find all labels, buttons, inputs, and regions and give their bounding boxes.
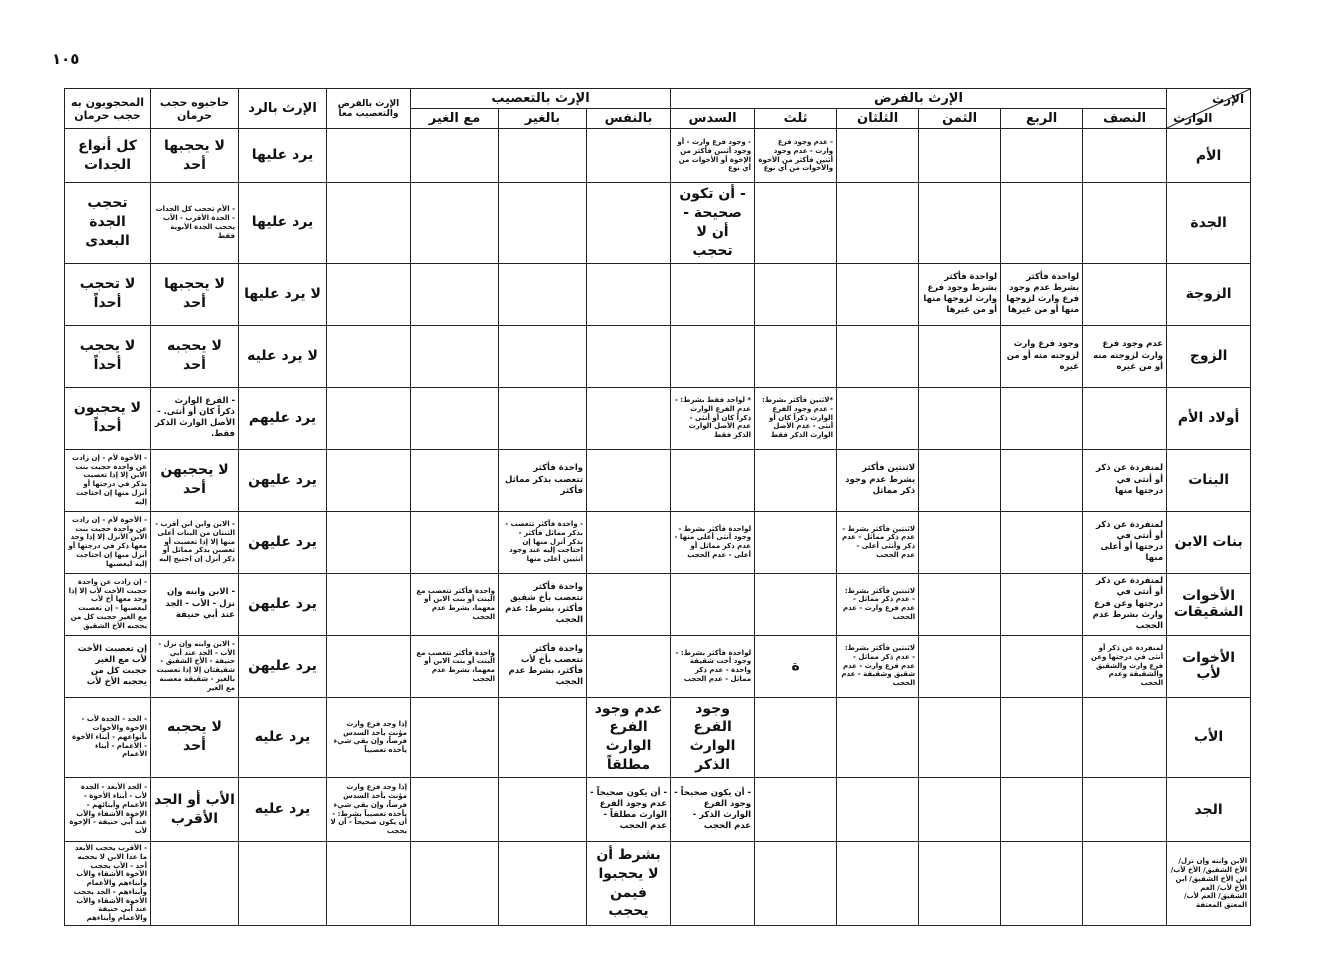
cell-hajib: لا يحجبهن أحد <box>151 449 239 511</box>
table-row <box>65 183 1251 264</box>
cell-hajib: لا يحجبها أحد <box>151 263 239 325</box>
cell-mahjub: لا يحجبون أحداً <box>65 387 151 449</box>
cell-rub <box>1001 129 1083 183</box>
cell-mahjub: - الأخوة لأم - إن زادت عن واحدة حجبت بنت الابن إلا إذا تعصبت بذكر في درجتها أو أنزل منها إن احتاجت إليه <box>65 449 151 511</box>
cell-maa <box>411 511 499 573</box>
cell-sudus: - أن يكون صحيحاً - وجود الفرع الوارث الذكر - عدم الحجب <box>671 778 755 842</box>
cell-sudus <box>671 325 755 387</box>
cell-thuluth <box>755 449 837 511</box>
table-row <box>65 635 1251 697</box>
cell-hajib: - الابن وابنه وإن نزل - الأب - الجد عند أبي حنيفة <box>151 573 239 635</box>
cell-thuluthan <box>837 697 919 778</box>
cell-mahjub: لا تحجب أحداً <box>65 263 151 325</box>
cell-sudus: - وجود فرع وارث - أو وجود أثنين فأكثر من الإخوة أو الأخوات من أي نوع <box>671 129 755 183</box>
cell-thuluth <box>755 573 837 635</box>
cell-ghayr <box>499 778 587 842</box>
cell-nafs: عدم وجود الفرع الوارث مطلقاً <box>587 697 671 778</box>
heir-cell: الجد <box>1167 778 1251 842</box>
cell-maa: واحدة فأكثر تتعصب مع البنت أو بنت الابن أو معهما، بشرط عدم الحجب <box>411 573 499 635</box>
cell-nisf <box>1083 129 1167 183</box>
cell-hajib: - الأم تحجب كل الجدات - الجدة الأقرب - الأب يحجب الجدة الأبوية فقط <box>151 183 239 264</box>
cell-both <box>327 129 411 183</box>
fard-tasib-header: الإرث بالفرض والتعصيب معاً <box>327 89 411 129</box>
cell-radd <box>239 842 327 926</box>
cell-sudus: لواحدة فأكثر بشرط - وجود أنثى أعلى منها - عدم ذكر مماثل أو أعلى - عدم الحجب <box>671 511 755 573</box>
cell-sudus: - أن تكون صحيحة - أن لا تحجب <box>671 183 755 264</box>
cell-hajib: - الابن وابنه وإن نزل - الأب - الجد عند أبي حنيفة - الأخ الشقيق - شقيقتان إلا إذا تعصبت بالغير - شقيقة معصبة مع الغير <box>151 635 239 697</box>
cell-both <box>327 263 411 325</box>
cell-rub <box>1001 842 1083 926</box>
corner-header <box>1167 89 1251 129</box>
cell-radd: يرد عليه <box>239 778 327 842</box>
cell-nisf: لمنفردة عن ذكر أو أنثى في درجتها منها <box>1083 449 1167 511</box>
cell-radd: يرد عليهن <box>239 449 327 511</box>
cell-thuluthan <box>837 325 919 387</box>
cell-hajib: - الابن وابن ابن أقرب - الثنتان من البنات أعلى منها إلا إذا تعصبت أو تعصبن بذكر مماثل أو ذكر أنزل إن احتيج إليه <box>151 511 239 573</box>
cell-mahjub: - إن زادت عن واحدة حجبت الأخت لأب إلا إذا وجد معها أخ لأب ليعصبها - إن تعصبت مع الغير حجبت كل من يحجبه الأخ الشقيق <box>65 573 151 635</box>
radd-header: الإرث بالرد <box>239 89 327 129</box>
heir-cell: الابن وابنه وإن نزل/ الأخ الشقيق/ الأخ لأب/ ابن الأخ الشقيق/ ابن الأخ لأب/ العم الشقيق/ العم لأب/ المعتق المعتقة <box>1167 842 1251 926</box>
cell-sudus: وجود الفرع الوارث الذكر <box>671 697 755 778</box>
cell-maa <box>411 129 499 183</box>
cell-ghayr <box>499 697 587 778</box>
cell-ghayr: - واحدة فأكثر تتعصب - بذكر مماثل فأكثر - بذكر أنزل منها إن احتاجت إليه عند وجود أنثيين أعلى منها <box>499 511 587 573</box>
tasib-group-header: الإرث بالتعصيب <box>411 89 671 109</box>
cell-ghayr: واحدة فأكثر تتعصب بذكر مماثل فأكثر <box>499 449 587 511</box>
cell-radd: يرد عليهن <box>239 511 327 573</box>
corner-top-label: الإرث <box>1212 92 1245 106</box>
heir-cell: الأم <box>1167 129 1251 183</box>
cell-thuluth <box>755 842 837 926</box>
heir-cell: أولاد الأم <box>1167 387 1251 449</box>
cell-nafs <box>587 183 671 264</box>
cell-thuluthan <box>837 183 919 264</box>
cell-hajib: لا يحجبه أحد <box>151 325 239 387</box>
cell-nisf: عدم وجود فرع وارث لزوجته منه أو من غيره <box>1083 325 1167 387</box>
cell-thumn: لواحدة فأكثر بشرط وجود فرع وارث لزوجها منها أو من غيرها <box>919 263 1001 325</box>
cell-both <box>327 842 411 926</box>
corner-bottom-label: الوارث <box>1173 111 1213 125</box>
cell-ghayr <box>499 387 587 449</box>
cell-maa: واحدة فأكثر تتعصب مع البنت أو بنت الابن أو معهما، بشرط عدم الحجب <box>411 635 499 697</box>
cell-mahjub: إن تعصبت الأخت لأب مع الغير حجبت كل من يحجبه الأخ لأب <box>65 635 151 697</box>
cell-thumn <box>919 573 1001 635</box>
col-thuluthan: الثلثان <box>837 109 919 129</box>
cell-thuluthan <box>837 842 919 926</box>
cell-mahjub: - الأخوة لأم - إن زادت عن واحدة حجبت بنت الابن الأنزل إلا إذا وجد معها ذكر في درجتها أو أنزل منها إن احتاجت إليه ليعصبها <box>65 511 151 573</box>
table-row <box>65 263 1251 325</box>
cell-nafs <box>587 325 671 387</box>
cell-thuluth <box>755 778 837 842</box>
cell-radd: يرد عليهن <box>239 573 327 635</box>
cell-thumn <box>919 778 1001 842</box>
cell-ghayr <box>499 129 587 183</box>
hajib-header: حاجبوه حجب حرمان <box>151 89 239 129</box>
cell-ghayr <box>499 183 587 264</box>
fard-group-header: الإرث بالفرض <box>671 89 1167 109</box>
heir-cell: الأخوات الشقيقات <box>1167 573 1251 635</box>
cell-mahjub: - الجد - الجدة لأب - الإخوة والأخوات بأنواعهم - أبناء الأخوة - الأعمام - أبناء الأعمام <box>65 697 151 778</box>
cell-radd: لا يرد عليها <box>239 263 327 325</box>
cell-both <box>327 387 411 449</box>
cell-thuluthan <box>837 129 919 183</box>
table-row <box>65 842 1251 926</box>
cell-sudus: * لواحد فقط بشرط: - عدم الفرع الوارث ذكراً كان أو أنثى - عدم الأصل الوارث الذكر فقط <box>671 387 755 449</box>
cell-maa <box>411 325 499 387</box>
cell-nisf: لمنفردة عن ذكر أو أنثى في درجتها وعن فرع وارث بشرط عدم الحجب <box>1083 573 1167 635</box>
cell-radd: يرد عليه <box>239 697 327 778</box>
inheritance-table <box>64 88 1251 926</box>
cell-rub <box>1001 635 1083 697</box>
cell-ghayr: واحدة فأكثر تتعصب بأخ لأب فأكثر، بشرط عدم الحجب <box>499 635 587 697</box>
col-rub: الربع <box>1001 109 1083 129</box>
cell-radd: يرد عليها <box>239 129 327 183</box>
cell-radd: لا يرد عليه <box>239 325 327 387</box>
cell-nafs <box>587 511 671 573</box>
cell-maa <box>411 697 499 778</box>
cell-thuluthan: لاثنتين فأكثر بشرط: - عدم ذكر مماثل - عدم فرع وارث - عدم الحجب <box>837 573 919 635</box>
cell-sudus: لواحدة فأكثر بشرط: - وجود أخت شقيقة واحدة - عدم ذكر مماثل - عدم الحجب <box>671 635 755 697</box>
cell-rub <box>1001 183 1083 264</box>
cell-radd: يرد عليهن <box>239 635 327 697</box>
cell-thumn <box>919 697 1001 778</box>
cell-mahjub: تحجب الجدة البعدى <box>65 183 151 264</box>
cell-thuluthan: لاثنتين فأكثر بشرط عدم وجود ذكر مماثل <box>837 449 919 511</box>
cell-ghayr: واحدة فأكثر تتعصب بأخ شقيق فأكثر، بشرط: عدم الحجب <box>499 573 587 635</box>
cell-thuluth <box>755 183 837 264</box>
cell-both <box>327 635 411 697</box>
cell-both <box>327 573 411 635</box>
table-row <box>65 573 1251 635</box>
cell-rub <box>1001 511 1083 573</box>
cell-mahjub: كل أنواع الجدات <box>65 129 151 183</box>
table-row <box>65 325 1251 387</box>
cell-nisf: لمنفردة عن ذكر أو أنثى في درجتها وعن فرع وارث والشقيق والشقيقة وعدم الحجب <box>1083 635 1167 697</box>
cell-thuluthan: لاثنتين فأكثر بشرط: - عدم ذكر مماثل - عدم فرع وارث - عدم شقيق وشقيقة - عدم الحجب <box>837 635 919 697</box>
cell-thuluth: - عدم وجود فرع وارث - عدم وجود أثنين فأكثر من الأخوة والأخوات من أي نوع <box>755 129 837 183</box>
table-row <box>65 511 1251 573</box>
heir-cell: الزوجة <box>1167 263 1251 325</box>
cell-ghayr <box>499 842 587 926</box>
table-row <box>65 129 1251 183</box>
heir-cell: البنات <box>1167 449 1251 511</box>
cell-maa <box>411 449 499 511</box>
cell-nafs <box>587 387 671 449</box>
cell-hajib: الأب أو الجد الأقرب <box>151 778 239 842</box>
cell-maa <box>411 263 499 325</box>
cell-sudus <box>671 263 755 325</box>
cell-nafs: - أن يكون صحيحاً - عدم وجود الفرع الوارث مطلقاً - عدم الحجب <box>587 778 671 842</box>
cell-nafs: بشرط أن لا يحجبوا فيمن يحجب <box>587 842 671 926</box>
cell-nisf: لمنفردة عن ذكر أو أنثى في درجتها أو أعلى منها <box>1083 511 1167 573</box>
cell-thumn <box>919 387 1001 449</box>
heir-cell: الأب <box>1167 697 1251 778</box>
cell-mahjub: - الجد الأبعد - الجدة لأب - أبناء الأخوة - الأعمام وأبنائهم - الإخوة الأشقاء والأب عند أبي حنيفة - الإخوة لأب <box>65 778 151 842</box>
cell-sudus <box>671 842 755 926</box>
cell-thuluth <box>755 511 837 573</box>
cell-thuluthan <box>837 263 919 325</box>
cell-nafs <box>587 449 671 511</box>
cell-nisf <box>1083 778 1167 842</box>
cell-thuluthan: لاثنتين فأكثر بشرط - عدم ذكر مماثل - عدم ذكر وأنثى أعلى - عدم الحجب <box>837 511 919 573</box>
cell-rub <box>1001 778 1083 842</box>
cell-thumn <box>919 635 1001 697</box>
cell-nisf <box>1083 387 1167 449</box>
cell-rub: وجود فرع وارث لزوجته منه أو من غيره <box>1001 325 1083 387</box>
cell-mahjub: لا يحجب أحداً <box>65 325 151 387</box>
heir-cell: الجدة <box>1167 183 1251 264</box>
cell-both <box>327 183 411 264</box>
cell-both: إذا وجد فرع وارث مؤنث يأخذ السدس فرضاً، وإن بقي شيء يأخذه تعصيباً بشرط: - أن يكون صحيحاً - أن لا يحجب <box>327 778 411 842</box>
cell-both <box>327 449 411 511</box>
col-nafs: بالنفس <box>587 109 671 129</box>
cell-nafs <box>587 573 671 635</box>
cell-nafs <box>587 635 671 697</box>
table-row <box>65 697 1251 778</box>
cell-maa <box>411 778 499 842</box>
cell-mahjub: - الأقرب يحجب الأبعد ما عدا الابن لا يحجبه أحد - الأب يحجب الأخوة الأشقاء والأب وأبناءهم والأعمام وأبناءهم - الجد يحجب الأخوة الأشقاء والأب عند أبي حنيفة والأعمام وأبناءهم <box>65 842 151 926</box>
cell-thuluthan <box>837 778 919 842</box>
cell-ghayr <box>499 263 587 325</box>
cell-thumn <box>919 449 1001 511</box>
cell-both <box>327 511 411 573</box>
cell-thuluth: ة <box>755 635 837 697</box>
cell-rub <box>1001 449 1083 511</box>
cell-nisf <box>1083 183 1167 264</box>
cell-ghayr <box>499 325 587 387</box>
cell-radd: يرد عليها <box>239 183 327 264</box>
cell-rub <box>1001 573 1083 635</box>
col-sudus: السدس <box>671 109 755 129</box>
cell-rub <box>1001 387 1083 449</box>
cell-radd: يرد عليهم <box>239 387 327 449</box>
cell-thumn <box>919 325 1001 387</box>
cell-thumn <box>919 511 1001 573</box>
cell-sudus <box>671 573 755 635</box>
cell-nafs <box>587 129 671 183</box>
cell-thuluth <box>755 325 837 387</box>
heir-cell: الزوج <box>1167 325 1251 387</box>
col-ghayr: بالغير <box>499 109 587 129</box>
cell-thuluthan <box>837 387 919 449</box>
cell-nisf <box>1083 263 1167 325</box>
col-nisf: النصف <box>1083 109 1167 129</box>
cell-rub <box>1001 697 1083 778</box>
cell-thuluth <box>755 697 837 778</box>
cell-maa <box>411 387 499 449</box>
cell-sudus <box>671 449 755 511</box>
cell-hajib: - الفرع الوارث ذكراً كان أو أنثى. - الأصل الوارث الذكر فقط. <box>151 387 239 449</box>
cell-nisf <box>1083 842 1167 926</box>
cell-thumn <box>919 842 1001 926</box>
cell-hajib: لا يحجبها أحد <box>151 129 239 183</box>
cell-maa <box>411 183 499 264</box>
heir-cell: الأخوات لأب <box>1167 635 1251 697</box>
page-number: ١٠٥ <box>52 50 80 68</box>
col-maa-ghayr: مع الغير <box>411 109 499 129</box>
col-thuluth: ثلث <box>755 109 837 129</box>
heir-cell: بنات الابن <box>1167 511 1251 573</box>
cell-thumn <box>919 129 1001 183</box>
cell-thumn <box>919 183 1001 264</box>
table-row <box>65 449 1251 511</box>
cell-thuluth <box>755 263 837 325</box>
cell-both <box>327 325 411 387</box>
cell-hajib <box>151 842 239 926</box>
cell-maa <box>411 842 499 926</box>
cell-hajib: لا يحجبه أحد <box>151 697 239 778</box>
cell-thuluth: *لاثنين فأكثر بشرط: - عدم وجود الفرع الوارث ذكراً كان أو أنثى - عدم الأصل الوارث الذكر فقط <box>755 387 837 449</box>
col-thumn: الثمن <box>919 109 1001 129</box>
table-row <box>65 387 1251 449</box>
table-row <box>65 778 1251 842</box>
cell-both: إذا وجد فرع وارث مؤنث يأخذ السدس فرضاً، وإن بقي شيء يأخذه تعصيباً <box>327 697 411 778</box>
cell-nisf <box>1083 697 1167 778</box>
cell-rub: لواحدة فأكثر بشرط عدم وجود فرع وارث لزوجها منها أو من غيرها <box>1001 263 1083 325</box>
mahjub-header: المحجوبون به حجب حرمان <box>65 89 151 129</box>
cell-nafs <box>587 263 671 325</box>
